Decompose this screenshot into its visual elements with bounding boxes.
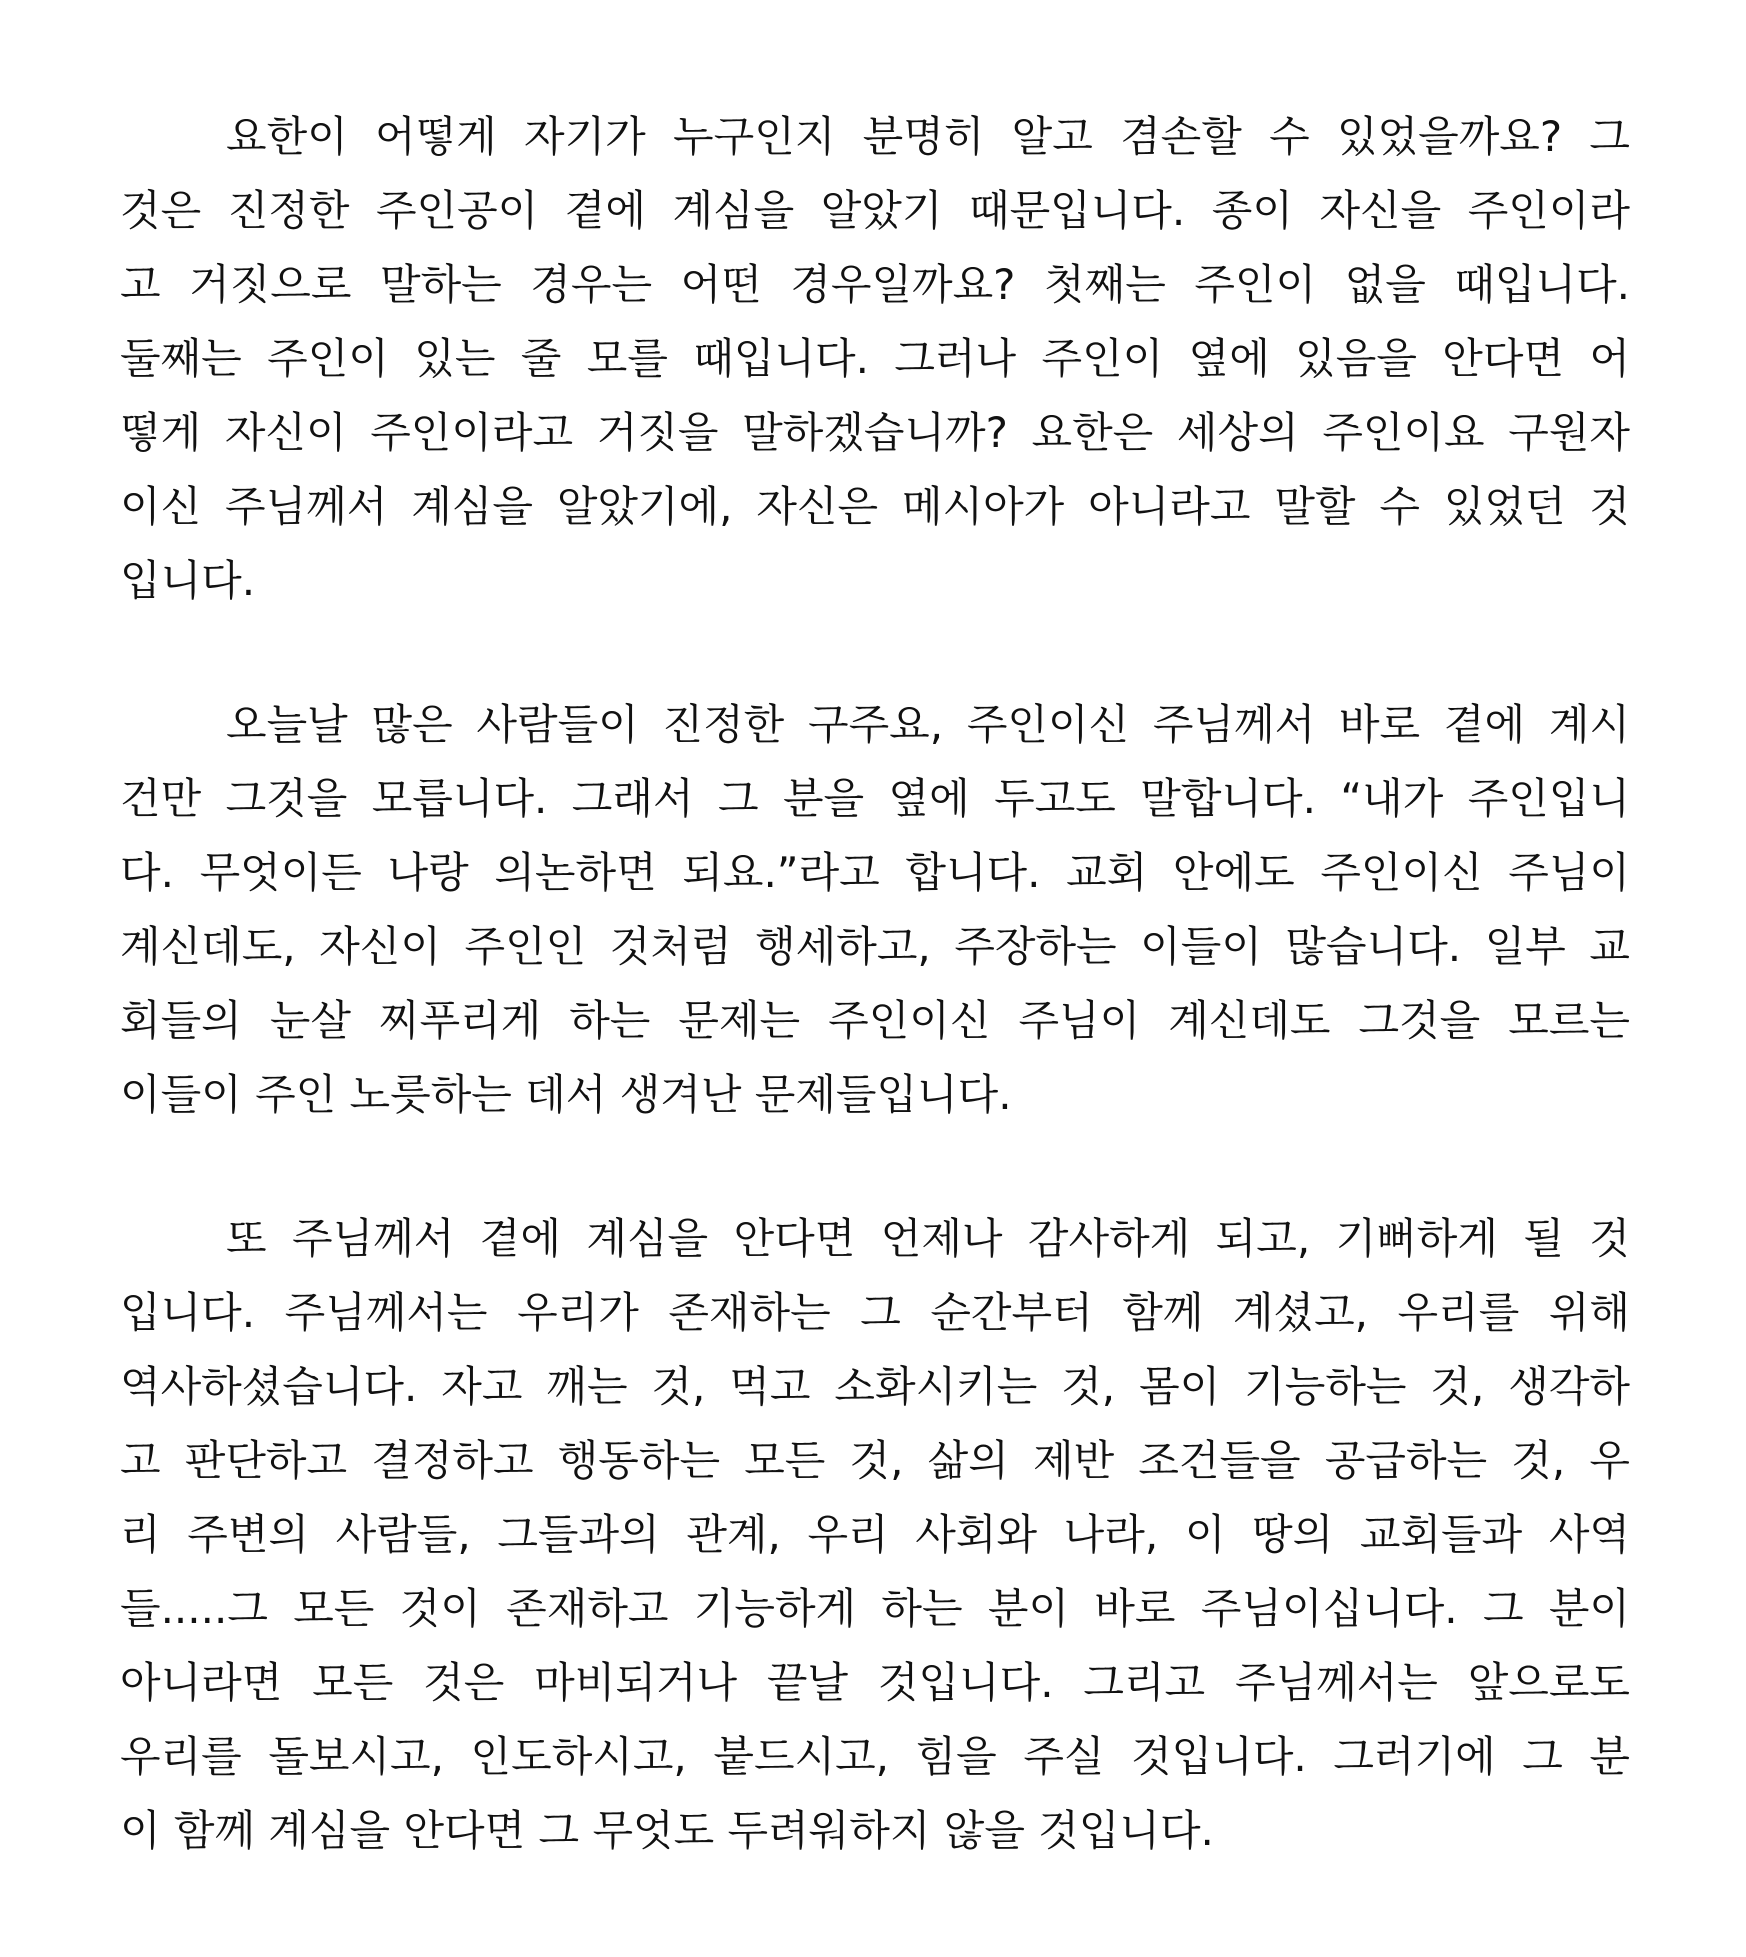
text-line: 입니다. 주님께서는 우리가 존재하는 그 순간부터 함께 계셨고, 우리를 위해 bbox=[120, 1288, 1630, 1337]
text-line: 것은 진정한 주인공이 곁에 계심을 알았기 때문입니다. 종이 자신을 주인이라 bbox=[120, 186, 1630, 235]
text-line: 고 거짓으로 말하는 경우는 어떤 경우일까요? 첫째는 주인이 없을 때입니다. bbox=[120, 260, 1630, 309]
text-line: 고 판단하고 결정하고 행동하는 모든 것, 삶의 제반 조건들을 공급하는 것, 우 bbox=[120, 1436, 1630, 1485]
paragraph-3 bbox=[120, 1202, 1630, 1868]
text-line: 회들의 눈살 찌푸리게 하는 문제는 주인이신 주님이 계신데도 그것을 모르는 bbox=[120, 996, 1630, 1045]
text-line: 역사하셨습니다. 자고 깨는 것, 먹고 소화시키는 것, 몸이 기능하는 것, 생각하 bbox=[120, 1362, 1630, 1411]
text-line: 아니라면 모든 것은 마비되거나 끝날 것입니다. 그리고 주님께서는 앞으로도 bbox=[120, 1658, 1630, 1707]
text-line: 이들이 주인 노릇하는 데서 생겨난 문제들입니다. bbox=[120, 1070, 1012, 1119]
text-line: 이신 주님께서 계심을 알았기에, 자신은 메시아가 아니라고 말할 수 있었던 것 bbox=[120, 482, 1630, 531]
text-line: 둘째는 주인이 있는 줄 모를 때입니다. 그러나 주인이 옆에 있음을 안다면 어 bbox=[120, 334, 1630, 383]
text-line: 이 함께 계심을 안다면 그 무엇도 두려워하지 않을 것입니다. bbox=[120, 1806, 1214, 1855]
text-line: 리 주변의 사람들, 그들과의 관계, 우리 사회와 나라, 이 땅의 교회들과 사역 bbox=[120, 1510, 1630, 1559]
text-line: 계신데도, 자신이 주인인 것처럼 행세하고, 주장하는 이들이 많습니다. 일부 교 bbox=[120, 922, 1630, 971]
text-line: 우리를 돌보시고, 인도하시고, 붙드시고, 힘을 주실 것입니다. 그러기에 그 분 bbox=[120, 1732, 1630, 1781]
text-line: 입니다. bbox=[120, 556, 256, 605]
document-body bbox=[120, 100, 1630, 1868]
text-line: 건만 그것을 모릅니다. 그래서 그 분을 옆에 두고도 말합니다. “내가 주인입니 bbox=[120, 774, 1630, 823]
text-line: 들.....그 모든 것이 존재하고 기능하게 하는 분이 바로 주님이십니다. 그 분이 bbox=[120, 1584, 1630, 1633]
text-line: 오늘날 많은 사람들이 진정한 구주요, 주인이신 주님께서 바로 곁에 계시 bbox=[226, 700, 1630, 749]
text-line: 다. 무엇이든 나랑 의논하면 되요.”라고 합니다. 교회 안에도 주인이신 주님이 bbox=[120, 848, 1630, 897]
text-line: 또 주님께서 곁에 계심을 안다면 언제나 감사하게 되고, 기뻐하게 될 것 bbox=[226, 1214, 1630, 1263]
paragraph-2 bbox=[120, 688, 1630, 1132]
text-line: 요한이 어떻게 자기가 누구인지 분명히 알고 겸손할 수 있었을까요? 그 bbox=[226, 112, 1630, 161]
paragraph-1 bbox=[120, 100, 1630, 618]
text-line: 떻게 자신이 주인이라고 거짓을 말하겠습니까? 요한은 세상의 주인이요 구원자 bbox=[120, 408, 1630, 457]
